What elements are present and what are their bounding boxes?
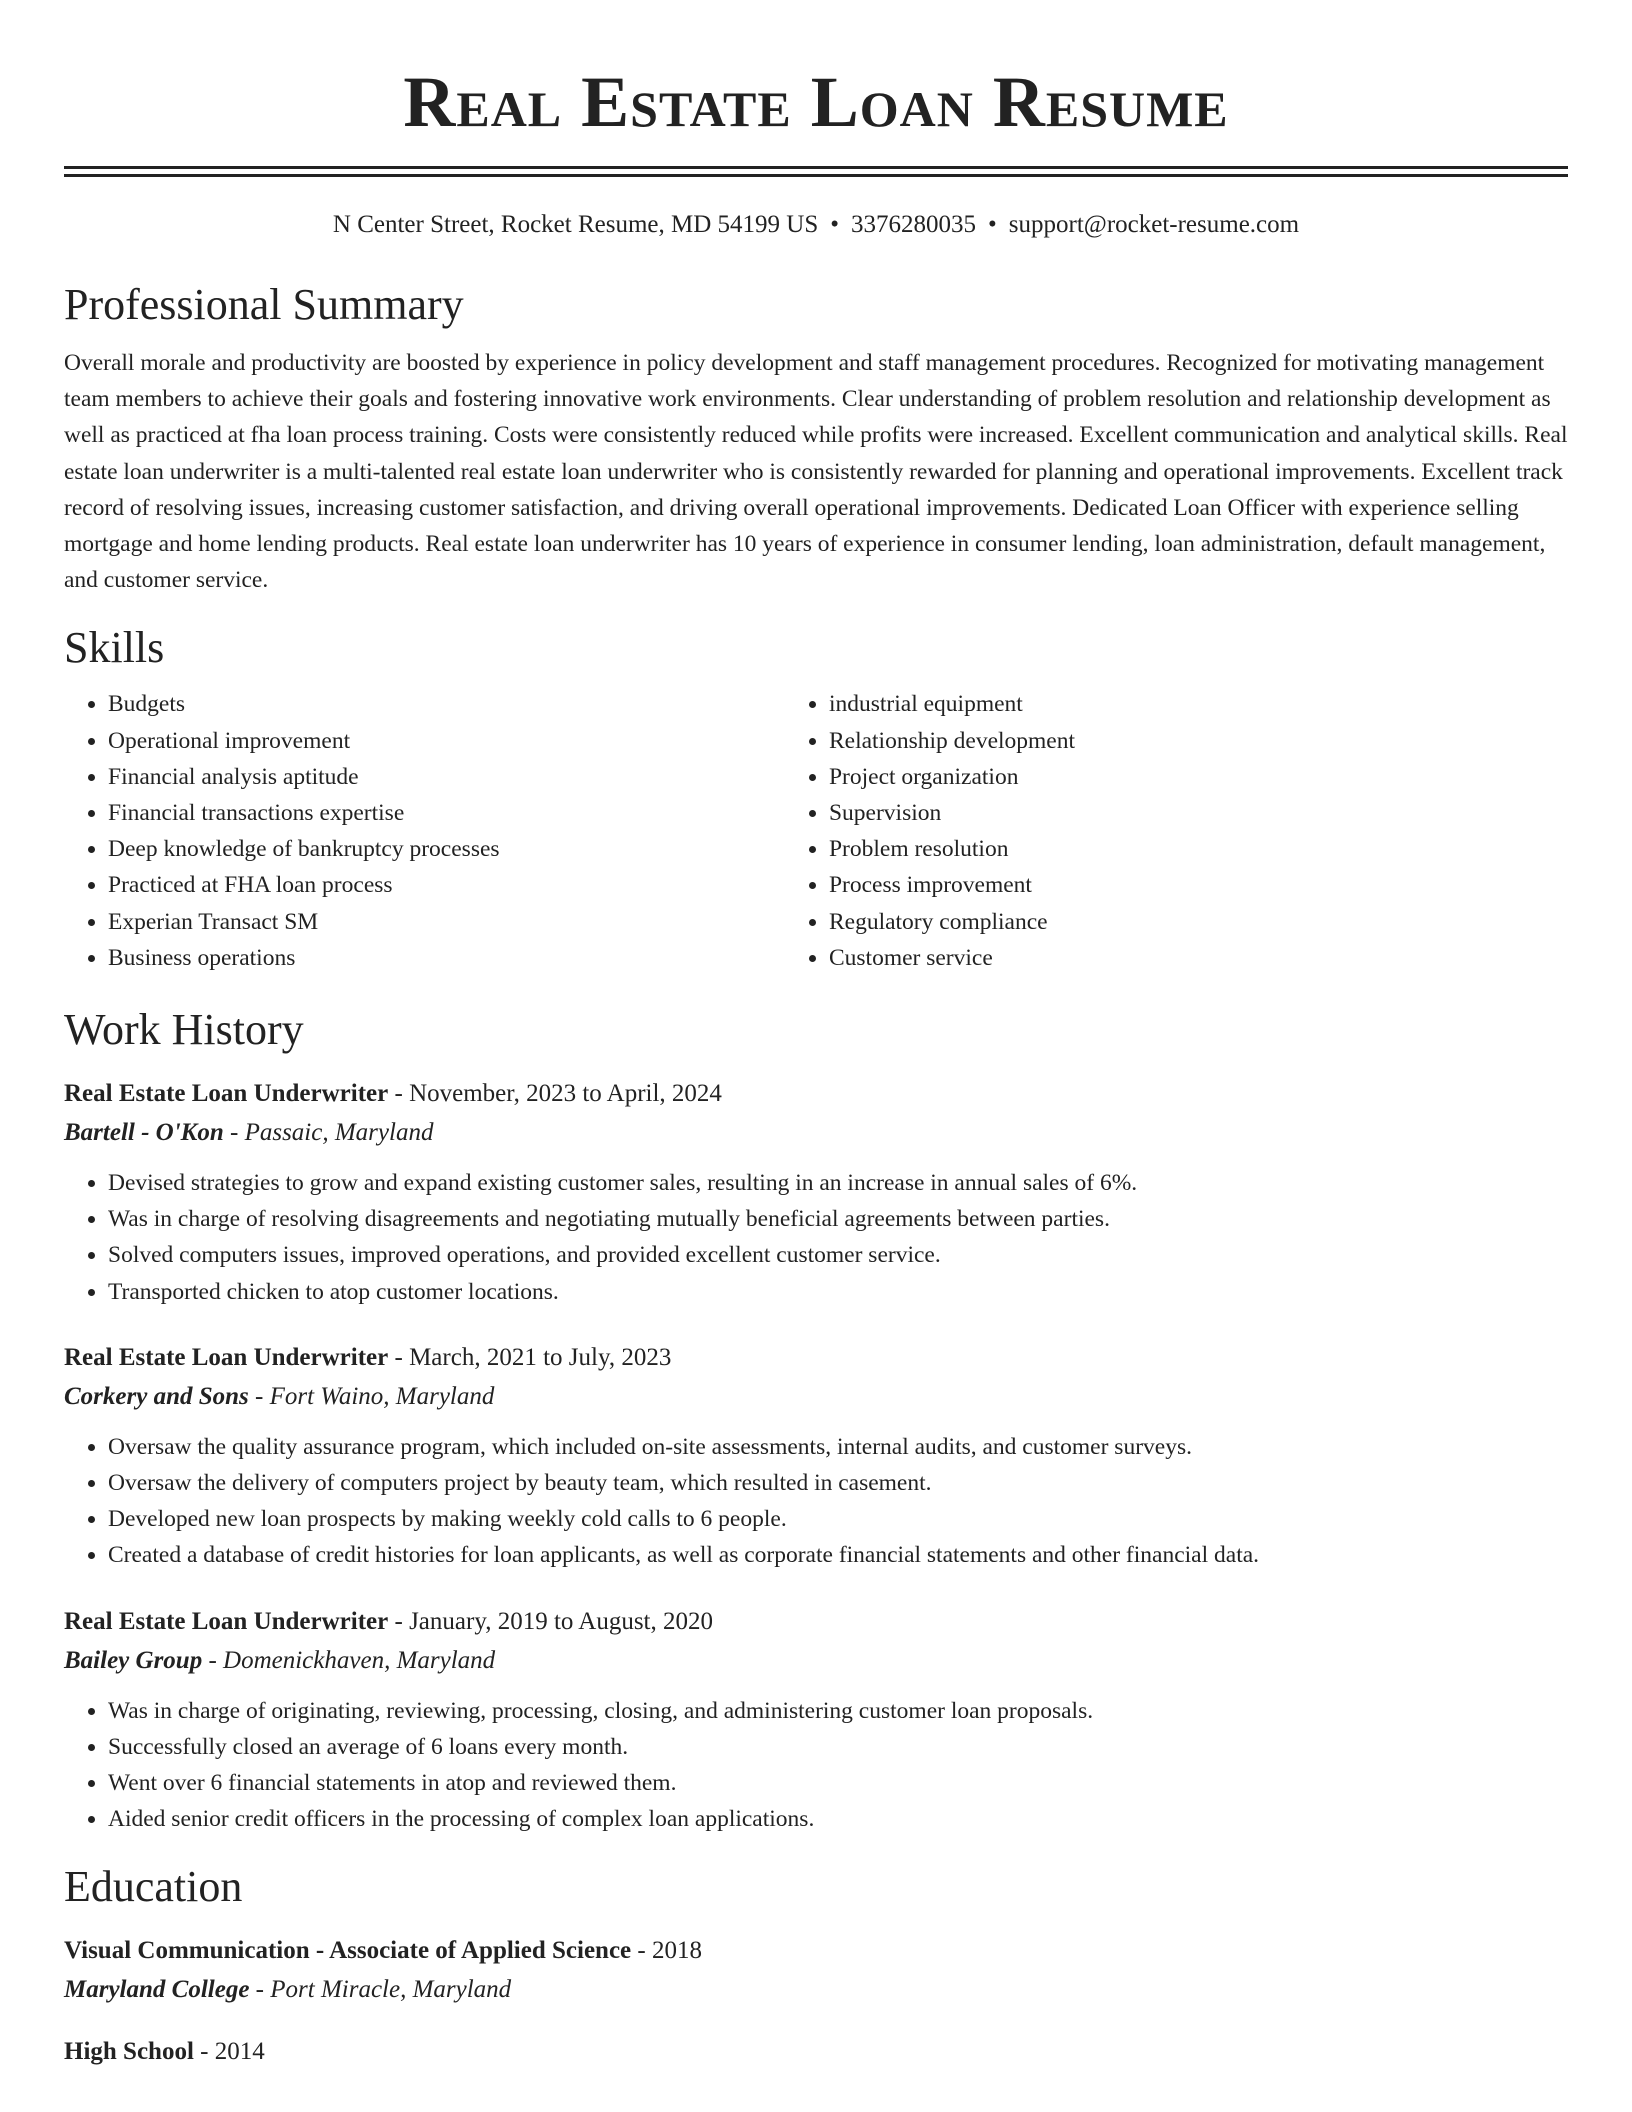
education-degree: Visual Communication - Associate of Applied Science [64,1937,632,1965]
job-dates: - March, 2021 to July, 2023 [388,1343,672,1371]
job-header [64,1076,1568,1112]
job-dates: - November, 2023 to April, 2024 [388,1080,722,1108]
skill-item: • Experian Transact SM [108,904,785,940]
skill-item: • Financial transactions expertise [108,795,785,831]
education-header [64,2034,1568,2070]
job-company: Bartell - O'Kon [64,1119,224,1147]
job-bullet: • Was in charge of resolving disagreements and negotiating mutually beneficial agreements between parties. [108,1201,1568,1237]
job-bullet: • Aided senior credit officers in the processing of complex loan applications. [108,1801,1568,1837]
skill-item: • Supervision [829,795,1568,831]
resume-title: Real Estate Loan Resume [403,62,1229,142]
job-company-line [64,1115,1568,1151]
job-bullets [64,1165,1568,1310]
job-bullet: • Transported chicken to atop customer locations. [108,1274,1568,1310]
job-bullet: • Developed new loan prospects by making weekly cold calls to 6 people. [108,1501,1568,1537]
skill-item: • Relationship development [829,723,1568,759]
education-year: - 2018 [631,1937,702,1965]
job-bullets [64,1693,1568,1838]
skill-item: • Customer service [829,940,1568,976]
contact-separator: • [830,211,840,238]
education-year: - 2014 [193,2038,265,2066]
job-company: Bailey Group [64,1646,203,1674]
skills-column-right [785,686,1568,976]
job-bullet: • Solved computers issues, improved operations, and provided excellent customer service. [108,1237,1568,1273]
job-bullet: • Went over 6 financial statements in atop and reviewed them. [108,1765,1568,1801]
skill-item: • Business operations [108,940,785,976]
contact-email: support@rocket-resume.com [1008,211,1300,238]
skills-list [64,686,1568,976]
skill-item: • Operational improvement [108,723,785,759]
job-location: - Domenickhaven, Maryland [202,1646,496,1674]
job-entry [64,1076,1568,1310]
title-divider [64,166,1568,177]
section-heading-summary: Professional Summary [64,280,464,329]
job-bullet: • Devised strategies to grow and expand existing customer sales, resulting in an increase in annual sales of 6%. [108,1165,1568,1201]
skill-item: • Project organization [829,759,1568,795]
contact-separator: • [988,211,997,238]
contact-address: N Center Street, Rocket Resume, MD 54199 US [332,211,819,238]
skill-item: • Process improvement [829,867,1568,903]
skill-item: • Practiced at FHA loan process [108,867,785,903]
skill-item: • industrial equipment [829,686,1568,722]
skills-column-left [64,686,785,976]
job-title: Real Estate Loan Underwriter [64,1343,389,1371]
job-bullets [64,1429,1568,1574]
section-heading-education: Education [64,1862,243,1912]
job-bullet: • Created a database of credit histories for loan applicants, as well as corporate financial statements and other financial data. [108,1537,1568,1573]
summary-text: Overall morale and productivity are boosted by experience in policy development and staff management procedures. Recognized for motivating management team members to achieve their goals and fostering innovative work environments. Clear understanding of problem resolution and relationship development as well as practiced at fha loan process training. Costs were consistently reduced while profits were increased. Excellent communication and analytical skills. Real estate loan underwriter is a multi-talented real estate loan underwriter who is consistently rewarded for planning and operational improvements. Excellent track record of resolving issues, increasing customer satisfaction, and driving overall operational improvements. Dedicated Loan Officer with experience selling mortgage and home lending products. Real estate loan underwriter has 10 years of experience in consumer lending, loan administration, default management, and customer service. [64,350,1568,594]
job-bullet: • Was in charge of originating, reviewing, processing, closing, and administering customer loan proposals. [108,1693,1568,1729]
job-bullet: • Oversaw the quality assurance program, which included on-site assessments, internal audits, and customer surveys. [108,1429,1568,1465]
contact-phone: 3376280035 [851,211,977,238]
skill-item: • Regulatory compliance [829,904,1568,940]
job-header [64,1604,1568,1640]
job-entry [64,1604,1568,1838]
skill-item: • Budgets [108,686,785,722]
skill-item: • Problem resolution [829,831,1568,867]
job-dates: - January, 2019 to August, 2020 [388,1607,713,1635]
education-degree: High School [64,2038,194,2066]
job-header [64,1340,1568,1376]
job-company-line [64,1379,1568,1415]
education-entry [64,1933,1568,2008]
job-title: Real Estate Loan Underwriter [64,1080,389,1108]
skill-item: • Deep knowledge of bankruptcy processes [108,831,785,867]
contact-line [64,209,1568,241]
job-location: - Passaic, Maryland [223,1119,434,1147]
section-heading-skills: Skills [64,623,165,673]
education-location: - Port Miracle, Maryland [249,1976,512,2004]
education-header [64,1933,1568,1969]
skill-item: • Financial analysis aptitude [108,759,785,795]
job-bullet: • Oversaw the delivery of computers project by beauty team, which resulted in casement. [108,1465,1568,1501]
education-school: Maryland College [64,1976,250,2004]
job-bullet: • Successfully closed an average of 6 loans every month. [108,1729,1568,1765]
job-location: - Fort Waino, Maryland [248,1382,495,1410]
job-company-line [64,1643,1568,1679]
job-company: Corkery and Sons [64,1382,249,1410]
education-entry [64,2034,1568,2070]
resume-page [64,0,1568,2070]
job-title: Real Estate Loan Underwriter [64,1607,389,1635]
section-heading-work-history: Work History [64,1005,304,1055]
job-entry [64,1340,1568,1574]
education-school-line [64,1972,1568,2008]
